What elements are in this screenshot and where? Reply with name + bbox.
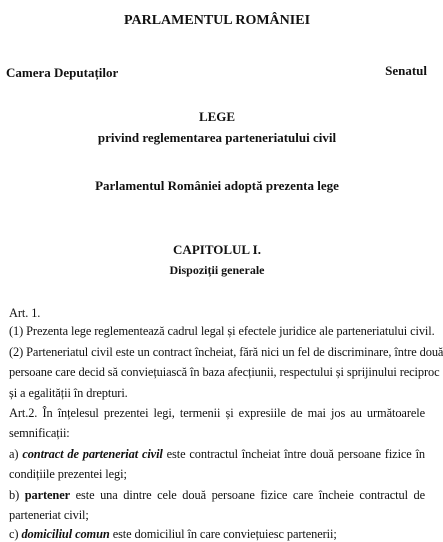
art1-paragraph-2-line-2: persoane care decid să conviețuiască în baza afecțiunii, respectului și sprijinului reciproc <box>9 365 440 379</box>
parliament-heading: PARLAMENTUL ROMÂNIEI <box>123 13 311 28</box>
senate-label: Senatul <box>385 63 427 78</box>
chapter-subtitle: Dispoziții generale <box>169 263 265 277</box>
art1-paragraph-2-line-1: (2) Parteneriatul civil este un contract încheiat, fără nici un fel de discriminare, între două <box>9 345 443 359</box>
art2-line-1: Art.2. În înțelesul prezentei legi, termenii și expresiile de mai jos au următoarele <box>9 406 425 420</box>
definition-c-term: domiciliul comun <box>21 527 110 541</box>
definition-a-text: este contractul încheiat între două persoane fizice în <box>166 447 426 461</box>
definition-a-line-2: condițiile prezentei legi; <box>9 467 127 481</box>
definition-b-term: partener <box>24 488 71 502</box>
art2-line-2: semnificații: <box>9 426 70 440</box>
adoption-statement: Parlamentul României adoptă prezenta lege <box>95 178 339 193</box>
chamber-deputies-label: Camera Deputaților <box>6 65 119 80</box>
definition-c-prefix: c) <box>9 527 19 541</box>
definition-a-term: contract de parteneriat civil <box>22 447 163 461</box>
definition-b-prefix: b) <box>9 488 20 502</box>
art1-paragraph-2-line-3: și a egalității în drepturi. <box>9 386 128 400</box>
definition-a-line-1 <box>9 447 425 462</box>
definition-a-prefix: a) <box>9 447 19 461</box>
art1-paragraph-1: (1) Prezenta lege reglementează cadrul legal și efectele juridice ale parteneriatului civil. <box>9 324 435 338</box>
chapter-title: CAPITOLUL I. <box>173 242 261 257</box>
definition-b-line-2: parteneriat civil; <box>9 508 89 522</box>
art1-heading: Art. 1. <box>9 306 41 320</box>
definition-b-line-1 <box>9 488 425 503</box>
definition-c-line-1 <box>9 527 337 542</box>
definition-c-text: este domiciliul în care conviețuiesc partenerii; <box>112 527 337 541</box>
law-title: LEGE <box>198 109 236 124</box>
law-subtitle: privind reglementarea parteneriatului civil <box>97 130 337 145</box>
definition-b-text: este una dintre cele două persoane fizice care încheie contractul de <box>75 488 425 502</box>
